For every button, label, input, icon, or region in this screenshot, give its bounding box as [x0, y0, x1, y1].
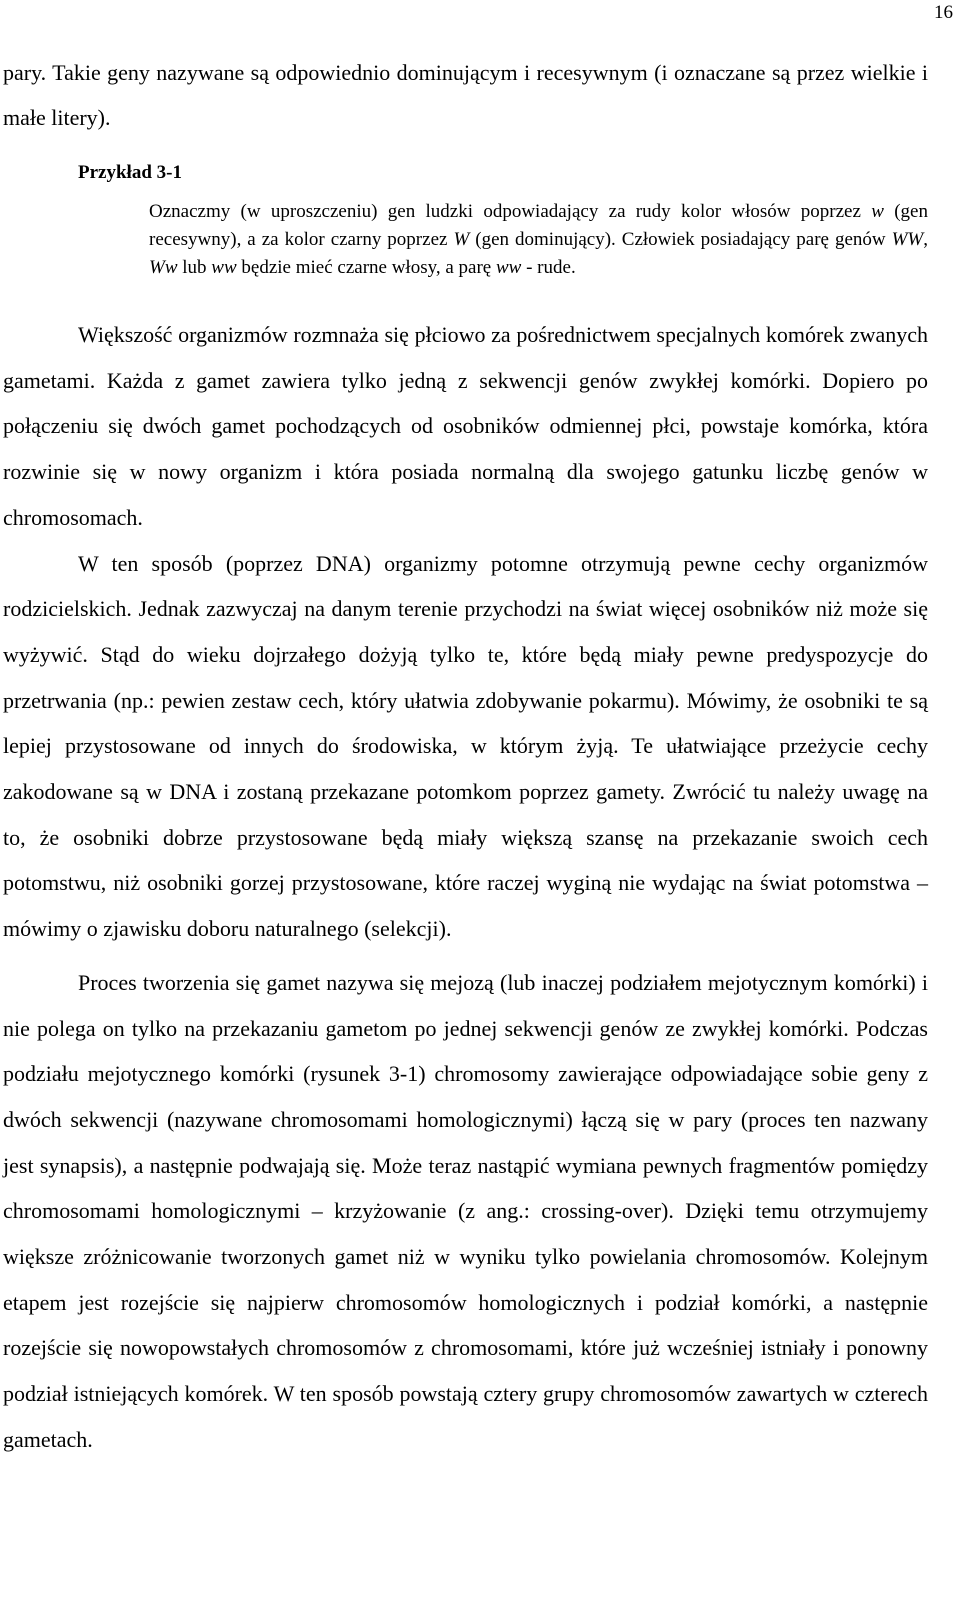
example-heading: Przykład 3-1: [78, 162, 182, 183]
page-content: [3, 50, 928, 1463]
gene-symbol: W: [453, 229, 470, 250]
gene-symbol: w: [871, 201, 884, 222]
paragraph-gametes: Większość organizmów rozmnaża się płciowo za pośrednictwem specjalnych komórek zwanych gametami. Każda z gamet zawiera tylko jedną z sekwencji genów zwykłej komórki. Dopiero po połączeniu się dwóch gamet pochodzących od osobników odmiennej płci, powstaje komórka, która rozwinie się w nowy organizm i która posiada normalną dla swojego gatunku liczbę genów w chromosomach.: [3, 322, 928, 530]
example-block: [3, 160, 928, 282]
example-text: (gen recesywny), a za kolor czarny poprzez: [149, 201, 928, 250]
gene-symbol: Ww: [149, 257, 178, 278]
example-text: Oznaczmy (w uproszczeniu) gen ludzki odpowiadający za rudy kolor włosów poprzez: [149, 201, 872, 222]
example-text: lub: [177, 257, 212, 278]
intro-paragraph: pary. Takie geny nazywane są odpowiednio dominującym i recesywnym (i oznaczane są przez wielkie i małe litery).: [3, 60, 928, 130]
gene-symbol: ww: [211, 257, 237, 278]
page-number: 16: [934, 2, 953, 23]
paragraph-meiosis: Proces tworzenia się gamet nazywa się mejozą (lub inaczej podziałem mejotycznym komórki) i nie polega on tylko na przekazaniu gametom po jednej sekwencji genów ze zwykłej komórki. Podczas podziału mejotycznego komórki (rysunek 3-1) chromosomy zawierające odpowiadające sobie geny z dwóch sekwencji (nazywane chromosomami homologicznymi) łączą się w pary (proces ten nazwany jest synapsis), a następnie podwajają się. Może teraz nastąpić wymiana pewnych fragmentów pomiędzy chromosomami homologicznymi – krzyżowanie (z ang.: crossing-over). Dzięki temu otrzymujemy większe zróżnicowanie tworzonych gamet niż w wyniku tylko powielania chromosomów. Kolejnym etapem jest rozejście się najpierw chromosomów homologicznych i podział komórki, a następnie rozejście się nowopowstałych chromosomów z chromosomami, które już wcześniej istniały i ponowny podział istniejących komórek. W ten sposób powstają cztery grupy chromosomów zawartych w czterech gametach.: [3, 969, 928, 1452]
example-text: - rude.: [521, 257, 576, 278]
example-body: [149, 198, 928, 282]
example-text: będzie mieć czarne włosy, a parę: [236, 257, 496, 278]
gene-symbol: WW: [891, 229, 924, 250]
example-text: (gen dominujący). Człowiek posiadający parę genów: [469, 229, 892, 250]
example-text: ,: [923, 229, 929, 250]
gene-symbol: ww: [496, 257, 522, 278]
paragraph-natural-selection: W ten sposób (poprzez DNA) organizmy potomne otrzymują pewne cechy organizmów rodzicielskich. Jednak zazwyczaj na danym terenie przychodzi na świat więcej osobników niż może się wyżywić. Stąd do wieku dojrzałego dożyją tylko te, które będą miały pewne predyspozycje do przetrwania (np.: pewien zestaw cech, który ułatwia zdobywanie pokarmu). Mówimy, że osobniki te są lepiej przystosowane od innych do środowiska, w którym żyją. Te ułatwiające przeżycie cechy zakodowane są w DNA i zostaną przekazane potomkom poprzez gamety. Zwrócić tu należy uwagę na to, że osobniki dobrze przystosowane będą miały większą szansę na przekazanie swoich cech potomstwu, niż osobniki gorzej przystosowane, które raczej wyginą nie wydając na świat potomstwa – mówimy o zjawisku doboru naturalnego (selekcji).: [3, 550, 928, 942]
